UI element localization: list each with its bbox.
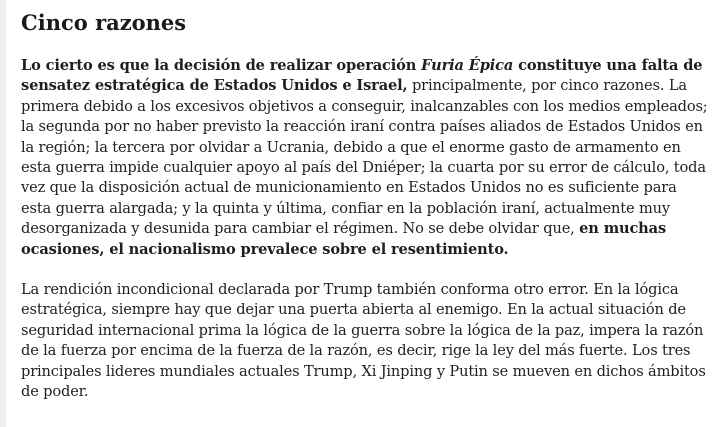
- paragraph-five-reasons: [21, 56, 711, 260]
- bold-intro-b: constituye una falta de sensatez estratégica de Estados Unidos e Israel,: [21, 57, 703, 95]
- bold-outro: en muchas ocasiones, el nacionalismo prevalece sobre el resentimiento.: [21, 220, 667, 258]
- paragraph-unconditional-surrender: La rendición incondicional declarada por Trump también conforma otro error. En la lógica estratégica, siempre hay que dejar una puerta abierta al enemigo. En la actual situación de seguridad internacional prima la lógica de la guerra sobre la lógica de la paz, impera la razón de la fuerza por encima de la fuerza de la razón, es decir, rige la ley del más fuerte. Los tres principales lideres mundiales actuales Trump, Xi Jinping y Putin se mueven en dichos ámbitos de poder.: [21, 281, 706, 401]
- operation-name: Furia Épica: [421, 57, 514, 74]
- left-margin-stripe: [0, 0, 6, 427]
- paragraph-body: principalmente, por cinco razones. La primera debido a los excesivos objetivos a conseguir, inalcanzables con los medios empleados; la segunda por no haber previsto la reacción iraní contra países aliados de Estados Unidos en la región; la tercera por olvidar a Ucrania, debido a que el enorme gasto de armamento en esta guerra impide cualquier apoyo al país del Dniéper; la cuarta por su error de cálculo, toda vez que la disposición actual de municionamiento en Estados Unidos no es suficiente para esta guerra alargada; y la quinta y última, confiar en la población iraní, actualmente muy desorganizada y desunida para cambiar el régimen. No se debe olvidar que,: [21, 77, 708, 238]
- section-heading: Cinco razones: [21, 10, 187, 35]
- article-content: [21, 0, 711, 403]
- bold-intro-a: Lo cierto es que la decisión de realizar operación: [21, 57, 422, 74]
